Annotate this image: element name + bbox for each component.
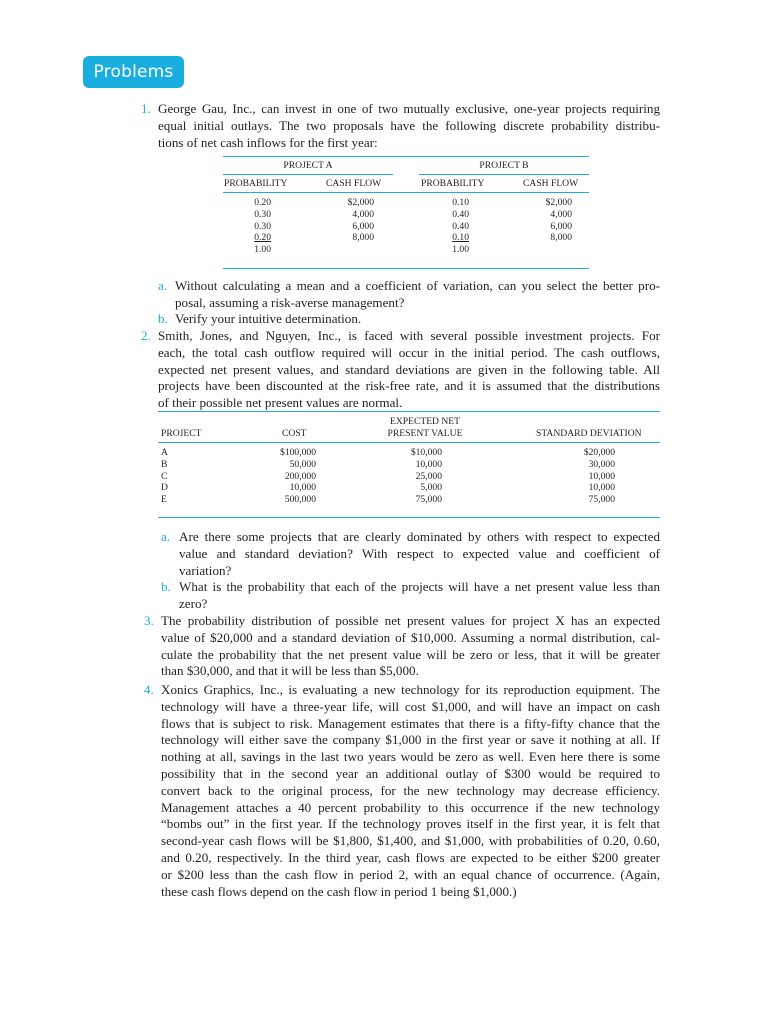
problem-1-number: 1. bbox=[141, 101, 151, 116]
table-cell: 10,000 bbox=[289, 482, 316, 494]
table-cell: 0.10 bbox=[452, 232, 469, 244]
problem-1-text bbox=[158, 101, 660, 151]
problem-4-line: convert back to the original process, for the new technology may decrease efficiency. bbox=[161, 782, 660, 798]
problem-1b-line: Verify your intuitive determination. bbox=[175, 311, 362, 326]
table-cell: $100,000 bbox=[280, 447, 316, 458]
problem-2a-letter: a. bbox=[161, 529, 171, 544]
table-cell: 50,000 bbox=[289, 458, 316, 470]
table-cell: 4,000 bbox=[550, 208, 572, 220]
problem-1a-line: Without calculating a mean and a coefficient of variation, can you select the better pro- bbox=[175, 278, 660, 293]
table-cell: 75,000 bbox=[415, 494, 442, 506]
problem-2-line: projects have been discounted at the risk-free rate, and it is assumed that the distributions bbox=[158, 378, 660, 394]
problem-4-line: second-year cash flows will be $1,800, $1,400, and $1,000, with probabilities of 0.20, 0.60, bbox=[161, 833, 660, 849]
table-cell: 0.30 bbox=[254, 208, 271, 220]
table-cell: 75,000 bbox=[588, 494, 615, 506]
table-cell: 0.30 bbox=[254, 220, 271, 232]
problem-2b-line: What is the probability that each of the projects will have a net present value less than bbox=[179, 579, 660, 594]
table-2-npv-header-line-2: PRESENT VALUE bbox=[387, 428, 463, 439]
problem-3-text bbox=[161, 613, 660, 680]
table-cell: 25,000 bbox=[415, 470, 442, 482]
table-2-header-rule bbox=[158, 442, 660, 443]
table-1-project-a-rule bbox=[223, 174, 393, 175]
table-cell: C bbox=[161, 470, 168, 482]
problem-2a-line: value and standard deviation? With respect to expected value and coefficient of bbox=[179, 545, 660, 561]
table-1-cash-flow-a-header: CASH FLOW bbox=[326, 178, 382, 189]
table-cell: E bbox=[161, 494, 167, 506]
table-cell: 6,000 bbox=[550, 220, 572, 232]
problem-4-line: “bombs out” in the first year. If the technology proves itself in the first year, it is felt that bbox=[161, 816, 660, 832]
table-cell: 8,000 bbox=[550, 232, 572, 244]
table-cell: 0.40 bbox=[452, 208, 469, 220]
table-cell: 200,000 bbox=[284, 470, 316, 482]
table-cell: $2,000 bbox=[347, 197, 374, 208]
table-1-cash-flow-b-header: CASH FLOW bbox=[523, 178, 579, 189]
problem-1-line: George Gau, Inc., can invest in one of two mutually exclusive, one-year projects requiring bbox=[158, 101, 660, 116]
problem-1-line: equal initial outlays. The two proposals have the following discrete probability distribu- bbox=[158, 117, 660, 133]
table-cell: 500,000 bbox=[284, 494, 316, 506]
problem-2b-text bbox=[179, 579, 660, 613]
table-cell: 0.20 bbox=[254, 197, 271, 208]
problem-2a-line: Are there some projects that are clearly dominated by others with respect to expected bbox=[179, 529, 660, 544]
table-cell: 0.10 bbox=[452, 197, 469, 208]
problem-1a-line: posal, assuming a risk-averse management? bbox=[175, 294, 405, 310]
problem-4-line: or $200 less than the cash flow in period 2, with an equal chance of occurrence. (Again, bbox=[161, 866, 660, 882]
problem-4-number: 4. bbox=[144, 682, 154, 697]
problem-2-line: of their possible net present values are normal. bbox=[158, 395, 403, 411]
problem-4-line: technology will either save the company $1,000 in the first year or save it nothing at all. If bbox=[161, 732, 660, 748]
problem-3-line: The probability distribution of possible net present values for project X has an expected bbox=[161, 613, 660, 628]
table-cell: 30,000 bbox=[588, 458, 615, 470]
problem-2b-line: zero? bbox=[179, 595, 208, 611]
problem-1a-letter: a. bbox=[158, 278, 168, 293]
table-cell: A bbox=[161, 447, 168, 458]
table-cell: $10,000 bbox=[410, 447, 442, 458]
table-2-project-header: PROJECT bbox=[161, 428, 202, 439]
table-cell: 10,000 bbox=[588, 482, 615, 494]
problem-3-line: culate the probability that the net present value will be zero or less, that it will be greater bbox=[161, 646, 660, 662]
table-cell: D bbox=[161, 482, 168, 494]
table-2-bottom-rule bbox=[158, 517, 660, 518]
table-cell: B bbox=[161, 458, 168, 470]
table-1-header-rule bbox=[223, 192, 589, 193]
problem-2-line: Smith, Jones, and Nguyen, Inc., is faced with several possible investment projects. For bbox=[158, 328, 660, 343]
table-cell: 6,000 bbox=[352, 220, 374, 232]
problem-3-line: value of $20,000 and a standard deviation of $10,000. Assuming a normal distribution, cal- bbox=[161, 629, 660, 645]
table-1-project-b-rule bbox=[419, 174, 589, 175]
problem-2-number: 2. bbox=[141, 328, 151, 343]
problem-1a-text bbox=[175, 278, 660, 312]
table-1-bottom-rule bbox=[223, 268, 589, 269]
problem-2b-letter: b. bbox=[161, 579, 171, 594]
table-cell: 8,000 bbox=[352, 232, 374, 244]
problem-4-line: technology will have a three-year life, will cost $1,000, and will have an impact on cash bbox=[161, 698, 660, 714]
problem-4-line: these cash flows depend on the cash flow in period 1 being $1,000.) bbox=[161, 883, 517, 899]
table-cell: 0.40 bbox=[452, 220, 469, 232]
table-2-standard-deviation-header: STANDARD DEVIATION bbox=[536, 428, 642, 439]
problem-1-line: tions of net cash inflows for the first year: bbox=[158, 134, 378, 150]
table-1-probability-a-column bbox=[240, 197, 271, 256]
table-total: 1.00 bbox=[254, 244, 271, 256]
problem-2-text bbox=[158, 328, 660, 412]
table-cell: $20,000 bbox=[583, 447, 615, 458]
table-2-npv-column bbox=[390, 447, 442, 506]
problem-2-line: expected net present values, and standard deviations are given in the following table. All bbox=[158, 361, 660, 377]
table-2-npv-header-line-1: EXPECTED NET bbox=[389, 416, 461, 427]
problem-3-number: 3. bbox=[144, 613, 154, 628]
table-cell: 10,000 bbox=[415, 458, 442, 470]
table-1-cash-flow-b-column bbox=[527, 197, 572, 244]
problem-4-line: Xonics Graphics, Inc., is evaluating a new technology for its reproduction equipment. The bbox=[161, 682, 660, 697]
table-cell: 10,000 bbox=[588, 470, 615, 482]
table-cell: $2,000 bbox=[545, 197, 572, 208]
table-2-sd-column bbox=[565, 447, 615, 506]
problem-2a-line: variation? bbox=[179, 562, 232, 578]
problem-4-line: flows that is subject to risk. Management estimates that there is a fifty-fifty chance that the bbox=[161, 715, 660, 731]
problem-1b-text bbox=[175, 311, 660, 328]
table-cell: 4,000 bbox=[352, 208, 374, 220]
problem-1b-letter: b. bbox=[158, 311, 168, 326]
problem-4-line: possibility that in the second year an additional outlay of $300 would be required to bbox=[161, 765, 660, 781]
section-title: Problems bbox=[93, 62, 174, 82]
table-1-project-b-heading: PROJECT B bbox=[479, 160, 529, 171]
problem-4-line: and 0.20, respectively. In the third year, cash flows are expected to be either $200 greater bbox=[161, 849, 660, 865]
table-2-top-rule bbox=[158, 411, 660, 412]
table-cell: 0.20 bbox=[254, 232, 271, 244]
table-1-probability-a-header: PROBABILITY bbox=[224, 178, 288, 189]
table-1-project-a-heading: PROJECT A bbox=[283, 160, 333, 171]
problem-4-line: nothing at all, savings in the last two years would be zero as well. Even here there is some bbox=[161, 749, 660, 765]
table-2-cost-header: COST bbox=[282, 428, 307, 439]
table-cell: 5,000 bbox=[420, 482, 442, 494]
table-2-project-column bbox=[161, 447, 181, 506]
table-1-cash-flow-a-column bbox=[330, 197, 374, 244]
table-2-cost-column bbox=[262, 447, 316, 506]
section-title-badge bbox=[83, 56, 184, 88]
problem-2a-text bbox=[179, 529, 660, 579]
table-1-top-rule bbox=[223, 156, 589, 157]
table-1-probability-b-column bbox=[438, 197, 469, 256]
problem-3-line: than $30,000, and that it will be less than $5,000. bbox=[161, 663, 419, 679]
table-1-probability-b-header: PROBABILITY bbox=[421, 178, 485, 189]
problem-4-text bbox=[161, 682, 660, 900]
table-total: 1.00 bbox=[452, 244, 469, 256]
problem-2-line: each, the total cash outflow required will occur in the initial period. The cash outflows, bbox=[158, 344, 660, 360]
problem-4-line: Management attaches a 40 percent probability to this occurrence if the new technology bbox=[161, 799, 660, 815]
